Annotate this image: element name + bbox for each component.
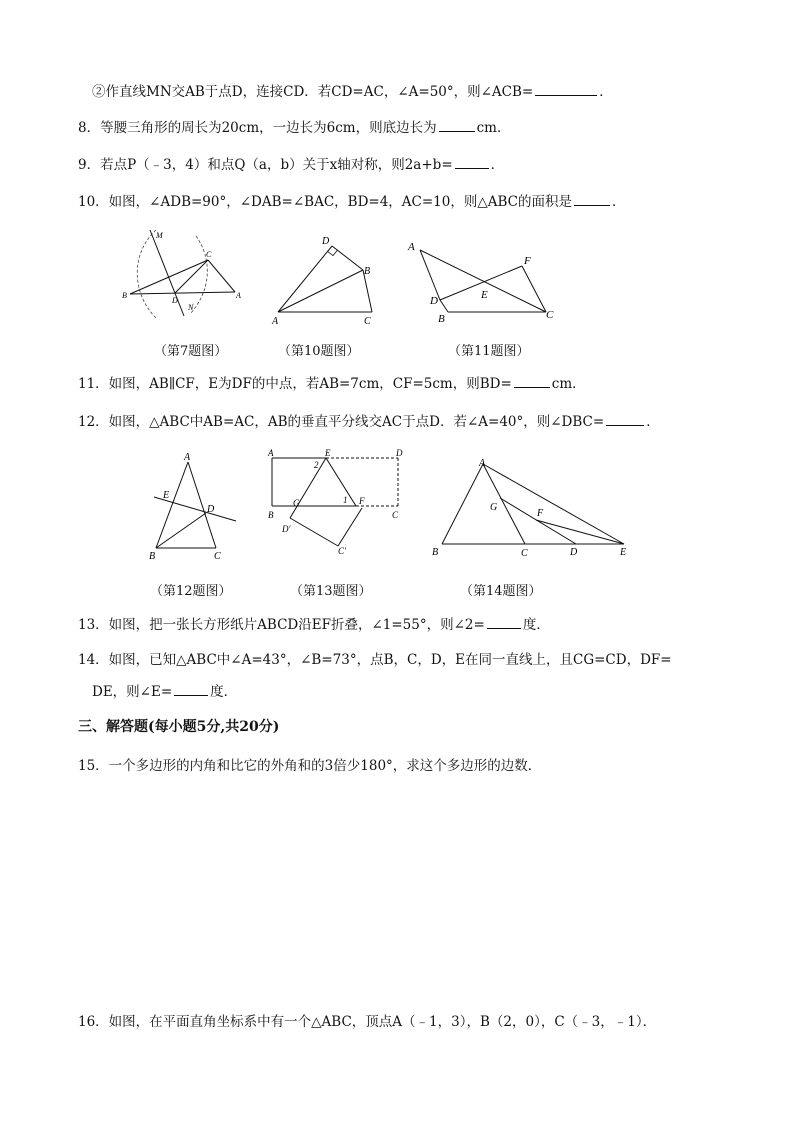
label-c: C bbox=[206, 250, 212, 259]
label-f: F bbox=[359, 496, 365, 506]
label-d: D bbox=[172, 296, 178, 305]
label-b: B bbox=[122, 291, 127, 300]
label-angle-1: 1 bbox=[343, 495, 348, 505]
label-b: B bbox=[364, 266, 371, 277]
segment-bc bbox=[130, 260, 208, 294]
label-n: N bbox=[188, 303, 194, 312]
label-c: C bbox=[392, 510, 399, 520]
answer-blank[interactable] bbox=[439, 118, 475, 132]
segment-ab bbox=[420, 250, 440, 300]
label-d: D bbox=[570, 547, 578, 558]
answer-blank[interactable] bbox=[487, 615, 521, 629]
segment-cd bbox=[175, 260, 208, 293]
q7-part2-text: ②作直线MN交AB于点D，连接CD．若CD=AC，∠A=50°，则∠ACB= bbox=[92, 84, 534, 100]
label-g: G bbox=[293, 498, 300, 508]
label-c: C bbox=[214, 551, 221, 562]
q11-end: cm． bbox=[551, 376, 586, 392]
label-a: A bbox=[184, 452, 191, 463]
answer-blank[interactable] bbox=[514, 374, 550, 388]
label-d: D bbox=[207, 504, 215, 515]
q11 bbox=[78, 374, 586, 393]
label-f: F bbox=[524, 255, 531, 267]
label-e: E bbox=[481, 289, 488, 301]
label-a: A bbox=[408, 241, 415, 253]
right-angle-mark bbox=[328, 250, 338, 255]
segment-bd bbox=[156, 513, 206, 548]
label-g: G bbox=[490, 502, 498, 513]
segment-fc bbox=[522, 266, 546, 312]
q13 bbox=[78, 615, 550, 634]
answer-blank[interactable] bbox=[606, 412, 644, 426]
q9-end: ． bbox=[490, 157, 505, 173]
answer-blank[interactable] bbox=[174, 682, 208, 696]
label-d: D bbox=[396, 448, 403, 458]
segment-db bbox=[332, 246, 363, 270]
q14-text2: DE，则∠E= bbox=[92, 684, 173, 700]
answer-blank[interactable] bbox=[574, 192, 610, 206]
q8-end: cm． bbox=[476, 120, 511, 136]
label-c: C bbox=[364, 316, 371, 327]
q11-text: 11．如图，AB∥CF，E为DF的中点，若AB=7cm，CF=5cm，则BD= bbox=[78, 376, 512, 392]
q13-end: 度． bbox=[522, 617, 550, 633]
caption-fig10: （第10题图） bbox=[278, 344, 360, 359]
figure-13 bbox=[264, 446, 414, 564]
label-a: A bbox=[236, 291, 241, 300]
q13-text: 13．如图，把一张长方形纸片ABCD沿EF折叠，∠1=55°，则∠2= bbox=[78, 617, 485, 633]
segment-ab bbox=[442, 464, 483, 544]
segment-ed-prime bbox=[290, 458, 326, 518]
q15: 15．一个多边形的内角和比它的外角和的3倍少180°，求这个多边形的边数． bbox=[78, 758, 542, 774]
figure-12 bbox=[146, 448, 246, 564]
label-m: M bbox=[156, 231, 163, 240]
label-e: E bbox=[325, 448, 331, 458]
segment-db bbox=[440, 300, 448, 312]
q14-text: 14．如图，已知△ABC中∠A=43°，∠B=73°，点B，C，D，E在同一直线上，且CG=CD，DF= bbox=[78, 652, 672, 668]
label-e: E bbox=[620, 547, 627, 558]
segment-ab bbox=[278, 270, 363, 312]
label-c: C bbox=[546, 309, 554, 321]
q14-end: 度． bbox=[210, 684, 238, 700]
label-b: B bbox=[268, 510, 274, 520]
q7-part2 bbox=[92, 82, 613, 101]
q10 bbox=[78, 192, 626, 211]
label-d-prime: D′ bbox=[282, 524, 291, 534]
section-3-title: 三、解答题(每小题5分,共20分) bbox=[78, 719, 280, 735]
label-e: E bbox=[163, 490, 170, 501]
label-b: B bbox=[149, 551, 156, 562]
label-d: D bbox=[322, 236, 330, 247]
q14-continued bbox=[92, 682, 237, 701]
fold-line-ef bbox=[326, 458, 356, 506]
q14 bbox=[78, 651, 672, 669]
answer-blank[interactable] bbox=[535, 82, 597, 96]
label-d: D bbox=[430, 295, 438, 307]
segment-c-prime-f bbox=[338, 508, 362, 546]
figure-7 bbox=[120, 224, 250, 324]
label-b: B bbox=[432, 547, 439, 558]
caption-fig12: （第12题图） bbox=[150, 584, 232, 599]
q10-text: 10．如图，∠ADB=90°，∠DAB=∠BAC，BD=4，AC=10，则△ABC的面积是 bbox=[78, 194, 572, 210]
q12 bbox=[78, 412, 660, 431]
segment-ab bbox=[130, 292, 235, 294]
label-c: C bbox=[521, 548, 528, 559]
segment-ab bbox=[156, 462, 188, 548]
caption-fig11: （第11题图） bbox=[448, 344, 530, 359]
label-angle-2: 2 bbox=[314, 460, 319, 470]
construction-arc bbox=[137, 230, 156, 318]
label-b: B bbox=[438, 313, 445, 325]
figure-10 bbox=[268, 232, 388, 328]
figure-11 bbox=[404, 236, 564, 326]
label-a: A bbox=[479, 458, 486, 469]
q16: 16．如图，在平面直角坐标系中有一个△ABC，顶点A（﹣1，3），B（2，0），C（﹣3，﹣1）． bbox=[78, 1014, 657, 1030]
caption-fig13: （第13题图） bbox=[290, 584, 372, 599]
answer-blank[interactable] bbox=[455, 155, 489, 169]
q7-part2-end: ． bbox=[599, 84, 613, 100]
q10-end: ． bbox=[612, 194, 626, 210]
label-f: F bbox=[537, 508, 544, 519]
q12-text: 12．如图，△ABC中AB=AC，AB的垂直平分线交AC于点D．若∠A=40°，则∠DBC= bbox=[78, 414, 605, 430]
q8 bbox=[78, 118, 510, 137]
q12-end: ． bbox=[646, 414, 660, 430]
segment-d-prime-c-prime bbox=[290, 518, 338, 546]
label-c-prime: C′ bbox=[338, 546, 346, 556]
q8-text: 8．等腰三角形的周长为20cm，一边长为6cm，则底边长为 bbox=[78, 120, 437, 136]
label-a: A bbox=[268, 448, 274, 458]
q9 bbox=[78, 155, 504, 174]
segment-fe bbox=[536, 520, 624, 544]
segment-ad bbox=[278, 246, 332, 312]
q9-text: 9．若点P（﹣3，4）和点Q（a，b）关于x轴对称，则2a+b= bbox=[78, 157, 453, 173]
figure-14 bbox=[428, 454, 634, 560]
label-a: A bbox=[272, 316, 279, 327]
segment-ca bbox=[208, 260, 235, 292]
caption-fig14: （第14题图） bbox=[460, 584, 542, 599]
caption-fig7: （第7题图） bbox=[154, 344, 228, 359]
